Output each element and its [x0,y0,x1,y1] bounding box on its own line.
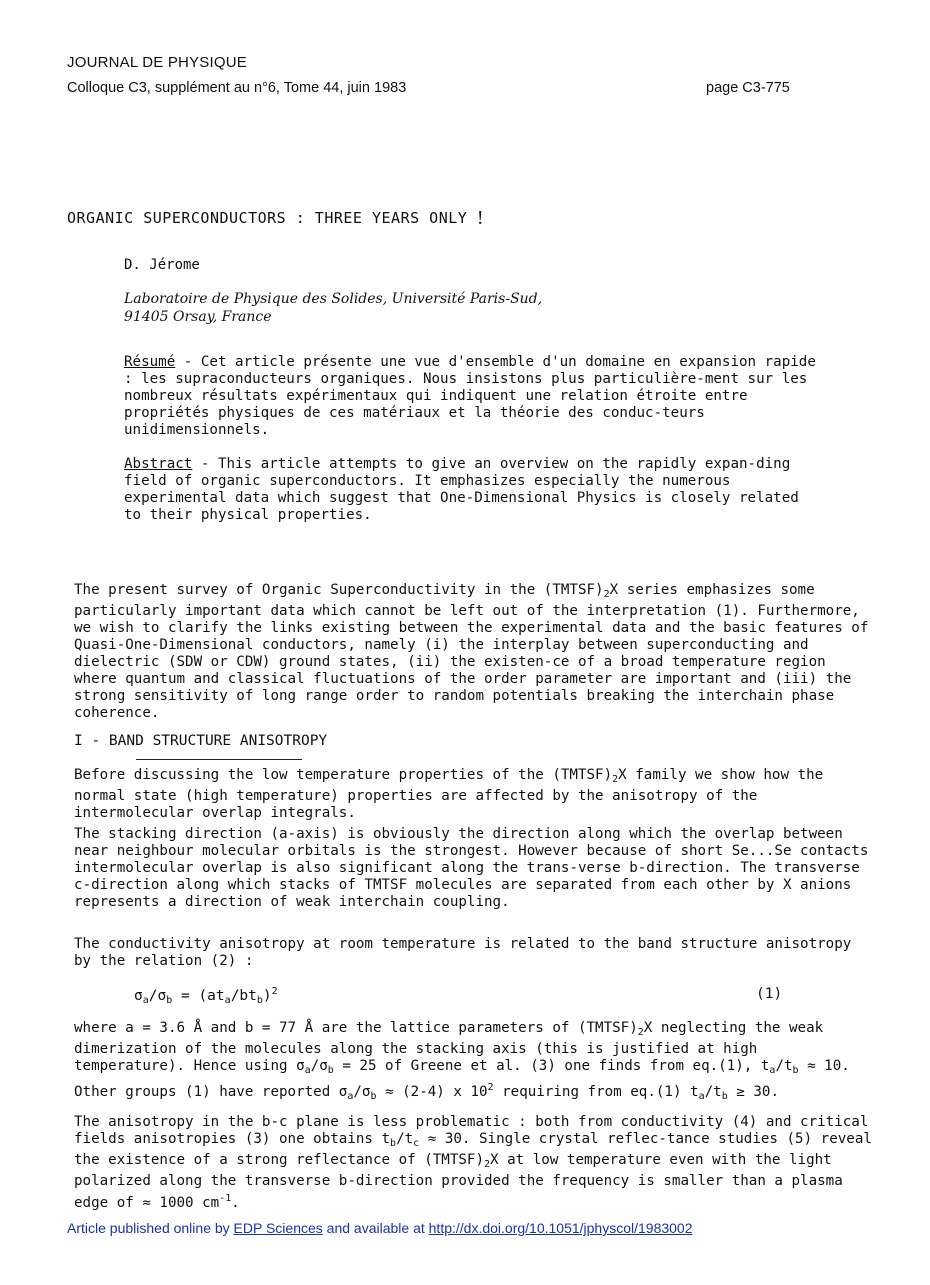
subscript: 2 [612,774,619,785]
text-run: X series emphasizes some particularly important data which cannot be left out of the interpretation (1). Furthermore, we wish to clarify the links existing between the experimental data and the basic features of Quasi-One-Dimensional conductors, namely (i) the interplay between superconducting and dielectric (SDW or CDW) ground states, (ii) the existen-ce of a broad temperature region where quantum and classical fluctuations of the order parameter are important and (iii) the strong sensitivity of long range order to random potentials breaking the interchain phase coherence. [74,582,877,721]
subscript: 2 [637,1027,644,1038]
body-paragraph [74,1114,881,1212]
footer-text: and available at [322,1220,429,1236]
intro-paragraph [74,582,877,722]
subscript: 2 [603,589,610,600]
title-text: ORGANIC SUPERCONDUCTORS : THREE YEARS ONLY [67,209,468,227]
section-underline [136,759,302,760]
text-run: X family we show how the normal state (high temperature) properties are affected by the anisotropy of the intermolecular overlap integrals. [74,767,832,821]
subscript: a [698,1091,705,1102]
affiliation-line: Laboratoire de Physique des Solides, Université Paris-Sud, [124,291,543,307]
body-paragraph: The conductivity anisotropy at room temperature is related to the band structure anisotropy by the relation (2) : [74,936,860,969]
text-run: /t [396,1131,414,1147]
text-run: Before discussing the low temperature properties of the (TMTSF) [74,767,613,783]
subscript: c [413,1138,420,1149]
subscript: a [304,1065,311,1076]
text-run: where a = 3.6 Å and b = 77 Å are the lattice parameters of (TMTSF) [74,1020,638,1036]
text-run: = 25 of Greene et al. (3) one finds from eq.(1), t [333,1058,770,1074]
issue-info: Colloque C3, supplément au n°6, Tome 44, juin 1983 [67,80,407,96]
resume-text: - Cet article présente une vue d'ensemble d'un domaine en expansion rapide : les supraconducteurs organiques. Nous insistons plus particulière-ment sur les nombreux résultats expérimentaux qui indiquent une relation étroite entre propriétés physiques de ces matériaux et la théorie des conduc-teurs unidimensionnels. [124,354,825,438]
resume-paragraph [124,354,824,439]
subscript: b [390,1138,397,1149]
affiliation [124,290,824,326]
title-exclamation: ! [476,207,484,229]
text-run: . [231,1195,240,1211]
publication-footer [67,1220,693,1236]
text-run: The anisotropy in the b-c plane is less problematic : both from conductivity (4) and critical fields anisotropies (3) one obtains t [74,1114,877,1147]
text-run: requiring from eq.(1) t [493,1084,699,1100]
text-run: The present survey of Organic Superconductivity in the (TMTSF) [74,582,604,598]
section-heading: I - BAND STRUCTURE ANISOTROPY [74,733,328,749]
subscript: a [769,1065,776,1076]
text-run: ≥ 30. [727,1084,779,1100]
text-run: /σ [310,1058,328,1074]
text-run: /t [704,1084,722,1100]
text-run: X at low temperature even with the light polarized along the transverse b-direction provided the frequency is smaller than a plasma edge of ≈ 1000 cm [74,1152,852,1211]
footer-text: Article published online by [67,1220,234,1236]
subscript: b [327,1065,334,1076]
page-number: page C3-775 [706,80,790,96]
subscript: b [792,1065,799,1076]
abstract-text: - This article attempts to give an overview on the rapidly expan-ding field of organic superconductors. It emphasizes especially the numerous experimental data which suggest that One-Dimensional Physics is closely related to their physical properties. [124,456,808,523]
text-run: /σ [353,1084,371,1100]
subscript: b [721,1091,728,1102]
body-paragraph [74,767,874,822]
body-paragraph: The stacking direction (a-axis) is obviously the direction along which the overlap between near neighbour molecular orbitals is the strongest. However because of short Se...Se contacts intermolecular overlap is also significant along the trans-verse b-direction. The transverse c-direction along which stacks of TMTSF molecules are separated from each other by X anions represents a direction of weak interchain coupling. [74,826,877,910]
superscript: 2 [487,1082,494,1093]
text-run: ≈ 30. Single crystal reflec-tance studies (5) reveal the existence of a strong reflectance of (TMTSF) [74,1131,881,1168]
subscript: 2 [484,1159,491,1170]
affiliation-line: 91405 Orsay, France [124,309,272,325]
article-title [67,206,484,229]
text-run: X neglecting the weak dimerization of the molecules along the stacking axis (this is justified at high temperature). Hence using σ [74,1020,832,1074]
text-run: ≈ 10. Other groups (1) have reported σ [74,1058,859,1100]
resume-label: Résumé [124,354,176,370]
subscript: b [370,1091,377,1102]
publisher-link[interactable]: EDP Sciences [233,1220,323,1236]
body-paragraph [74,1020,874,1105]
author: D. Jérome [124,257,200,273]
equation: $\sigma_a/\sigma_b = (at_a/bt_b)^2$ [134,986,278,1006]
journal-name: JOURNAL DE PHYSIQUE [67,54,247,71]
text-run: ≈ (2-4) x 10 [376,1084,488,1100]
doi-link[interactable]: http://dx.doi.org/10.1051/jphyscol/1983002 [428,1220,693,1236]
text-run: /t [775,1058,793,1074]
equation-number: (1) [756,986,783,1002]
superscript: -1 [219,1193,232,1204]
abstract-label: Abstract [124,456,193,472]
subscript: a [347,1091,354,1102]
abstract-paragraph [124,456,824,524]
